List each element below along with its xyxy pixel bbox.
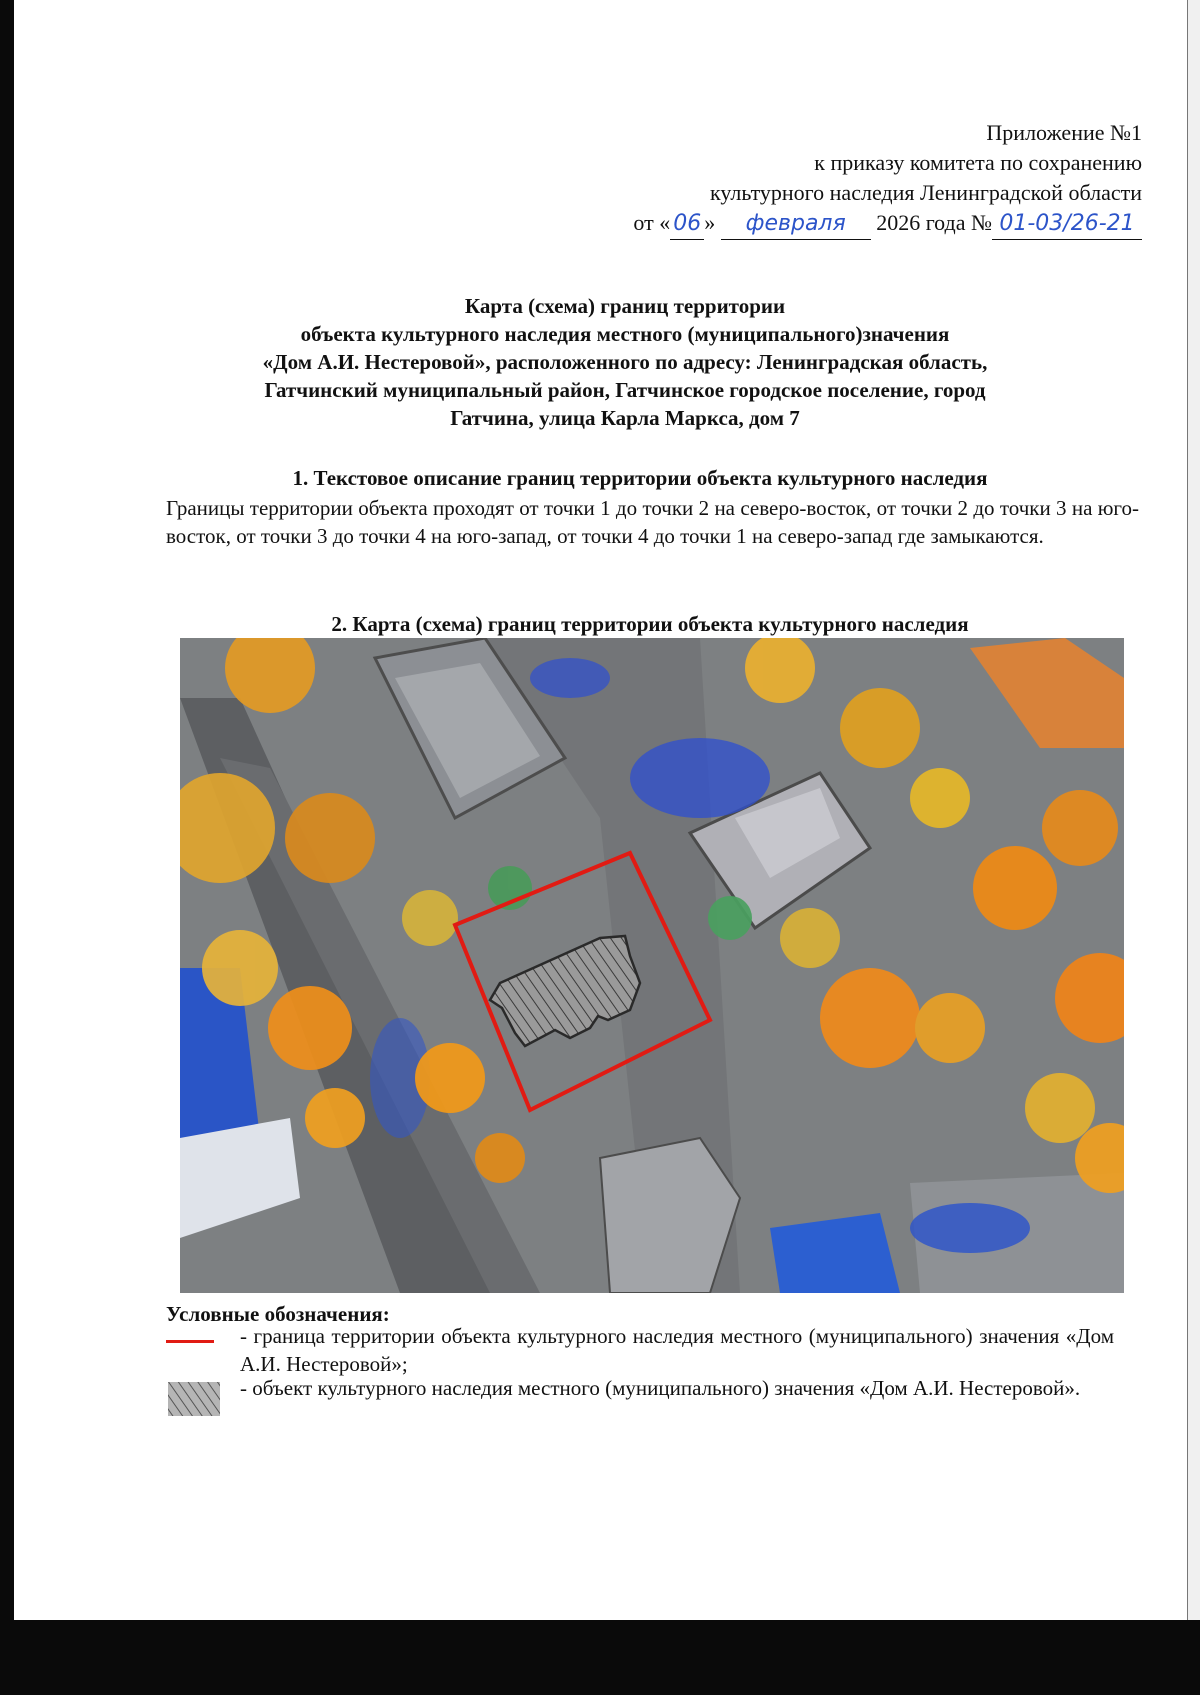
scan-edge-right [1187, 0, 1200, 1695]
section1-heading: 1. Текстовое описание границ территории объекта культурного наследия [292, 466, 988, 490]
legend-item-object: - объект культурного наследия местного (муниципального) значения «Дом А.И. Нестеровой». [240, 1376, 1081, 1400]
title-line: Гатчинский муниципальный район, Гатчинское городское поселение, город [264, 378, 986, 402]
legend-heading: Условные обозначения: [166, 1302, 390, 1326]
handwritten-order-number: 01-03/26-21 [992, 209, 1142, 240]
title-line: Гатчина, улица Карла Маркса, дом 7 [450, 406, 800, 430]
appendix-header [522, 118, 1142, 240]
boundary-legend-line [166, 1340, 214, 1343]
hatched-object-legend-icon [168, 1382, 220, 1416]
scan-edge-left [0, 0, 14, 1695]
title-line: Карта (схема) границ территории [464, 294, 786, 318]
aerial-map [180, 638, 1124, 1293]
section2-heading: 2. Карта (схема) границ территории объекта культурного наследия [331, 612, 969, 636]
section1-body: Границы территории объекта проходят от точки 1 до точки 2 на северо-восток, от точки 2 до точки 3 на юго-восток, от точки 3 до точки 4 на юго-запад, от точки 4 до точки 1 на северо-запад где замыкаются. [166, 496, 1139, 548]
handwritten-day: 06 [670, 209, 704, 240]
committee-name: культурного наследия Ленинградской области [710, 180, 1142, 205]
legend-item-boundary: - граница территории объекта культурного наследия местного (муниципального) значения «Дом А.И. Нестеровой»; [240, 1324, 1114, 1376]
document-title [150, 292, 1100, 432]
appendix-label: Приложение №1 [986, 120, 1142, 145]
scan-edge-bottom [0, 1620, 1200, 1695]
title-line: объекта культурного наследия местного (муниципального)значения [300, 322, 950, 346]
order-date-line: от « 06 » февраля 2026 года № 01-03/26-21 [522, 208, 1142, 240]
title-line: «Дом А.И. Нестеровой», расположенного по адресу: Ленинградская область, [262, 350, 988, 374]
order-ref-line: к приказу комитета по сохранению [814, 150, 1142, 175]
handwritten-month: февраля [721, 209, 871, 240]
